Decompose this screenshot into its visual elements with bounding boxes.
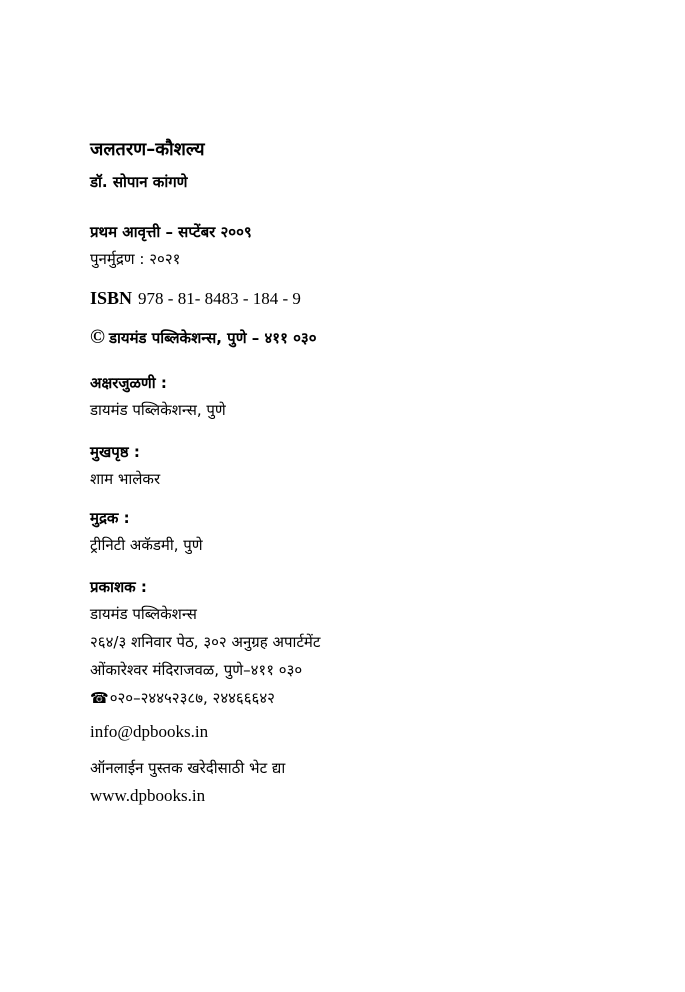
phone-icon: ☎ <box>90 689 109 707</box>
book-title: जलतरण–कौशल्य <box>90 139 205 160</box>
copyright-line <box>90 326 317 349</box>
publisher-phone-line <box>90 688 275 708</box>
online-purchase-text: ऑनलाईन पुस्तक खरेदीसाठी भेट द्या <box>90 759 286 777</box>
printer-label: मुद्रक : <box>90 509 130 527</box>
publisher-address-1: २६४/३ शनिवार पेठ, ३०२ अनुग्रह अपार्टमेंट <box>90 633 321 651</box>
publisher-address-2: ओंकारेश्वर मंदिराजवळ, पुणे–४११ ०३० <box>90 661 303 679</box>
copyright-text: डायमंड पब्लिकेशन्स, पुणे – ४११ ०३० <box>108 329 317 347</box>
first-edition: प्रथम आवृत्ती – सप्टेंबर २००९ <box>90 223 252 241</box>
author-name: डॉ. सोपान कांगणे <box>90 173 188 191</box>
copyright-symbol: © <box>90 326 105 348</box>
publisher-phone: ०२०–२४४५२३८७, २४४६६६४२ <box>109 689 275 707</box>
publisher-email[interactable]: info@dpbooks.in <box>90 722 209 741</box>
typesetting-value: डायमंड पब्लिकेशन्स, पुणे <box>90 401 226 419</box>
publisher-name: डायमंड पब्लिकेशन्स <box>90 605 197 623</box>
isbn-line <box>90 288 301 309</box>
printer-value: ट्रीनिटी अकॅडमी, पुणे <box>90 536 203 554</box>
reprint: पुनर्मुद्रण : २०२१ <box>90 250 181 268</box>
cover-value: शाम भालेकर <box>90 470 161 488</box>
publisher-website[interactable]: www.dpbooks.in <box>90 786 206 805</box>
isbn-value: 978 - 81- 8483 - 184 - 9 <box>138 289 301 308</box>
publisher-label: प्रकाशक : <box>90 578 147 596</box>
isbn-label: ISBN <box>90 288 133 308</box>
typesetting-label: अक्षरजुळणी : <box>90 374 167 392</box>
cover-label: मुखपृष्ठ : <box>90 443 140 461</box>
